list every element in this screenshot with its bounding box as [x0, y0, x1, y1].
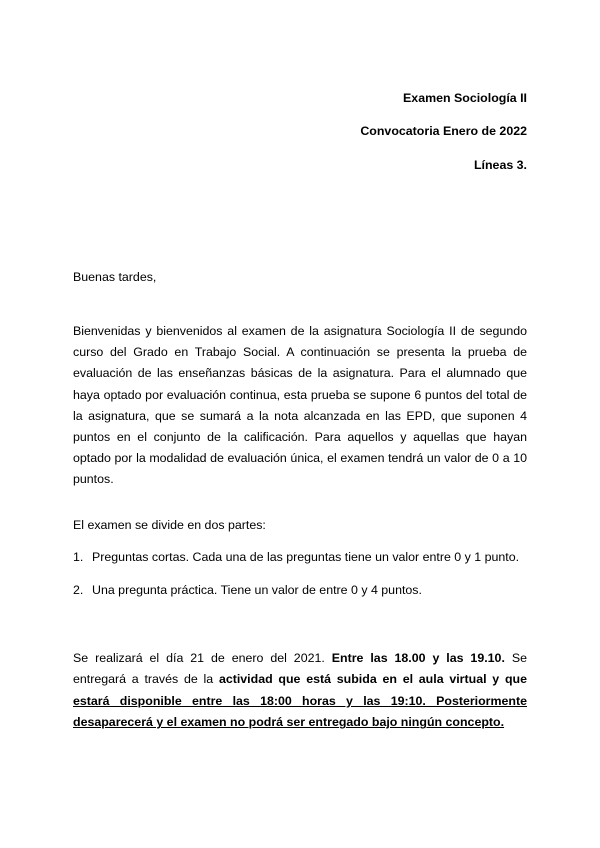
- schedule-date: Se realizará el día 21 de enero del 2021.: [73, 651, 325, 665]
- exam-title: Examen Sociología II: [403, 91, 527, 105]
- list-item-number: 2.: [73, 583, 84, 597]
- intro-paragraph: Bienvenidas y bienvenidos al examen de la asignatura Sociología II de segundo curso del Grado en Trabajo Social. A continuación se presenta la prueba de evaluación de las enseñanzas básicas de la asignatura. Para el alumnado que haya optado por evaluación continua, esta prueba se supone 6 puntos del total de la asignatura, que se sumará a la nota alcanzada en las EPD, que suponen 4 puntos en el conjunto de la calificación. Para aquellos y aquellas que hayan optado por la modalidad de evaluación única, el examen tendrá un valor de 0 a 10 puntos.: [73, 324, 527, 487]
- schedule-delivery: Se entregará a través de la: [73, 651, 527, 687]
- parts-intro: El examen se divide en dos partes:: [73, 518, 266, 532]
- schedule-paragraph: [73, 648, 527, 734]
- list-item: [73, 583, 422, 597]
- schedule-warning: estará disponible entre las 18:00 horas y las 19:10. Posteriormente desaparecerá y el examen no podrá ser entregado bajo ningún concepto.: [73, 693, 527, 730]
- list-item-number: 1.: [73, 550, 84, 564]
- schedule-time: Entre las 18.00 y las 19.10.: [331, 651, 505, 665]
- schedule-activity: actividad que está subida en el aula virtual y que: [218, 672, 527, 687]
- exam-convocatoria: Convocatoria Enero de 2022: [360, 124, 527, 138]
- list-item-text: Una pregunta práctica. Tiene un valor de entre 0 y 4 puntos.: [92, 583, 422, 597]
- greeting: Buenas tardes,: [73, 270, 157, 284]
- list-item-text: Preguntas cortas. Cada una de las preguntas tiene un valor entre 0 y 1 punto.: [92, 550, 520, 564]
- list-item: [73, 550, 519, 564]
- exam-lineas: Líneas 3.: [473, 158, 527, 172]
